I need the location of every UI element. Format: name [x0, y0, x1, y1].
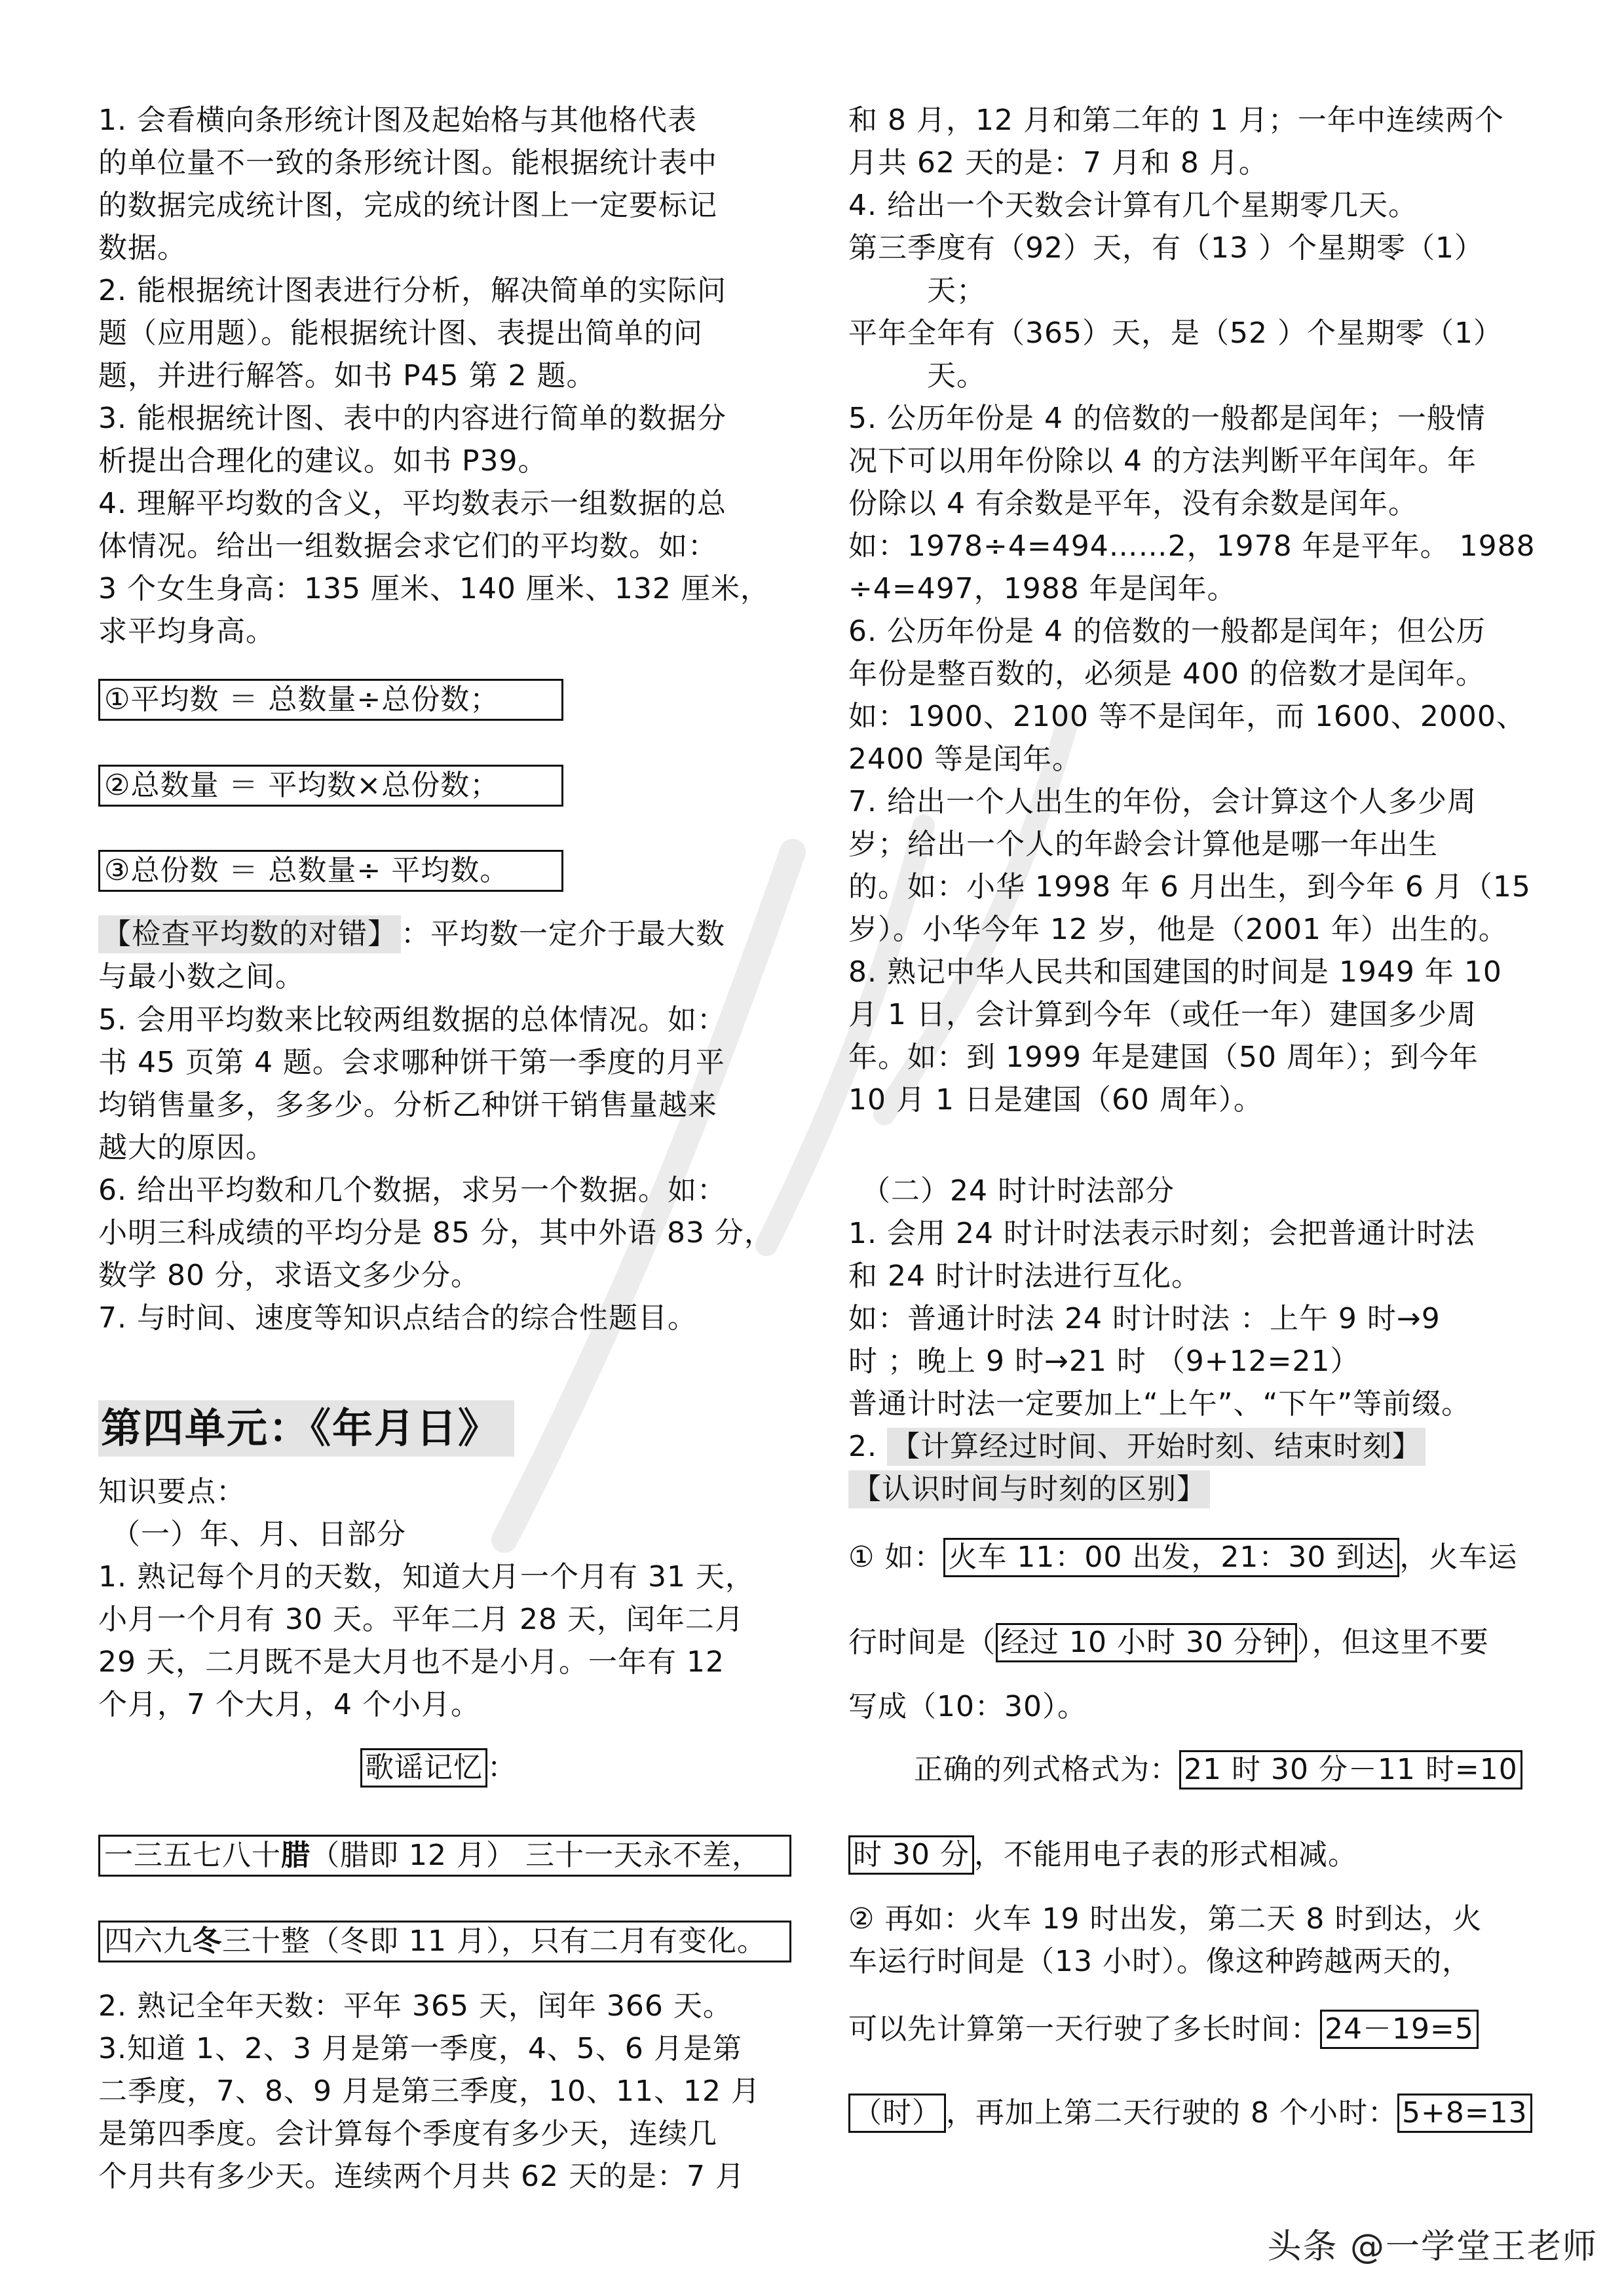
- text-line: 4. 理解平均数的含义，平均数表示一组数据的总: [98, 487, 727, 520]
- text-line: 2. 能根据统计图表进行分析，解决简单的实际问: [98, 274, 727, 307]
- text-line: 1. 会看横向条形统计图及起始格与其他格代表: [98, 104, 697, 137]
- list-number: 2.: [848, 1430, 887, 1463]
- rhyme-text: 四六九: [104, 1924, 193, 1958]
- text-line: 2400 等是闰年。: [848, 742, 1082, 776]
- text-line: 3 个女生身高：135 厘米、140 厘米、132 厘米，: [98, 572, 770, 605]
- formula-text: ①平均数 ＝ 总数量÷总份数；: [98, 679, 563, 721]
- boxed-text: 时 30 分: [848, 1835, 974, 1875]
- rhyme-colon: ：: [487, 1751, 517, 1784]
- text-line: 天；: [927, 274, 986, 307]
- text-line: 6. 公历年份是 4 的倍数的一般都是闰年；但公历: [848, 615, 1486, 648]
- example-text: 行时间是（: [848, 1626, 996, 1659]
- text-line: 的数据完成统计图，完成的统计图上一定要标记: [98, 189, 717, 222]
- text-line: 小月一个月有 30 天。平年二月 28 天，闰年二月: [98, 1603, 744, 1636]
- rhyme-box-2: [98, 1921, 791, 1961]
- rhyme-text: （腊即 12 月） 三十一天永不差，: [311, 1839, 761, 1872]
- calc-time-label: 【计算经过时间、开始时刻、结束时刻】: [887, 1428, 1426, 1466]
- text-line: 2. 熟记全年天数：平年 365 天，闰年 366 天。: [98, 1989, 732, 2023]
- boxed-text: 21 时 30 分－11 时=10: [1179, 1750, 1522, 1789]
- text-line: 体情况。给出一组数据会求它们的平均数。如：: [98, 529, 717, 563]
- text-line: 求平均身高。: [98, 615, 275, 648]
- text-line: 书 45 页第 4 题。会求哪种饼干第一季度的月平: [98, 1046, 725, 1079]
- boxed-text: 5+8=13: [1397, 2094, 1532, 2133]
- rhyme-bold-word: 腊: [281, 1839, 311, 1872]
- example-text: ，再加上第二天行驶的 8 个小时：: [946, 2096, 1397, 2130]
- example-text: 可以先计算第一天行驶了多长时间：: [848, 2012, 1320, 2046]
- text-line: 如：1978÷4=494……2，1978 年是平年。 1988: [848, 529, 1536, 563]
- text-line: 小明三科成绩的平均分是 85 分，其中外语 83 分，: [98, 1216, 774, 1250]
- example-text: ），但这里不要: [1296, 1626, 1489, 1659]
- example1-line1: [848, 1538, 1517, 1576]
- boxed-text: （时）: [848, 2094, 946, 2133]
- text-line: 岁）。小华今年 12 岁，他是（2001 年）出生的。: [848, 913, 1508, 946]
- example2-line4: [848, 2094, 1532, 2132]
- text-line: 的。如：小华 1998 年 6 月出生，到今年 6 月（15: [848, 870, 1531, 904]
- example-text: ，火车运: [1399, 1540, 1518, 1574]
- text-line: 6. 给出平均数和几个数据，求另一个数据。如：: [98, 1174, 727, 1207]
- example-text: ① 如：: [848, 1540, 944, 1574]
- text-line: 个月，7 个大月，4 个小月。: [98, 1688, 480, 1721]
- text-line: 车运行时间是（13 小时）。像这种跨越两天的，: [848, 1945, 1471, 1978]
- text-line: 析提出合理化的建议。如书 P39。: [98, 444, 548, 478]
- text-line: 与最小数之间。: [98, 960, 305, 993]
- text-line: 数学 80 分，求语文多少分。: [98, 1259, 480, 1292]
- boxed-text: 火车 11：00 出发，21：30 到达: [943, 1538, 1399, 1577]
- text-line: 题（应用题）。能根据统计图、表提出简单的问: [98, 316, 703, 350]
- unit-heading: 第四单元：《年月日》: [98, 1400, 514, 1457]
- formula-text: ③总份数 ＝ 总数量÷ 平均数。: [98, 850, 563, 892]
- text-line: 个月共有多少天。连续两个月共 62 天的是：7 月: [98, 2160, 745, 2193]
- text-line: 数据。: [98, 231, 187, 265]
- rhyme-bold-word: 冬: [193, 1924, 222, 1958]
- time-vs-moment-label: 【认识时间与时刻的区别】: [848, 1470, 1210, 1508]
- check-average-label: 【检查平均数的对错】: [98, 915, 401, 953]
- text-line: 年份是整百数的，必须是 400 的倍数才是闰年。: [848, 657, 1485, 691]
- text-line: 均销售量多，多多少。分析乙种饼干销售量越来: [98, 1088, 717, 1122]
- example-text: 正确的列式格式为：: [914, 1753, 1179, 1786]
- text-line: 平年全年有（365）天，是（52 ）个星期零（1）: [848, 316, 1503, 350]
- text-line: 时 ；晚上 9 时→21 时 （9+12=21）: [848, 1345, 1360, 1378]
- text-line: 如：普通计时法 24 时计时法 ：上午 9 时→9: [848, 1302, 1441, 1335]
- rhyme-text: 一三五七八十: [104, 1839, 281, 1872]
- text-line: 第三季度有（92）天，有（13 ）个星期零（1）: [848, 231, 1484, 265]
- rhyme-line-2: [98, 1921, 791, 1962]
- text-line: ÷4=497，1988 年是闰年。: [848, 572, 1237, 605]
- text-line: 和 8 月，12 月和第二年的 1 月；一年中连续两个: [848, 104, 1504, 137]
- boxed-text: 24－19=5: [1320, 2010, 1479, 2049]
- example2-line3: [848, 2010, 1479, 2048]
- text-line: 二季度，7、8、9 月是第三季度，10、11、12 月: [98, 2075, 761, 2108]
- text-line: 月共 62 天的是：7 月和 8 月。: [848, 146, 1268, 180]
- check-average-text: ：平均数一定介于最大数: [401, 917, 725, 951]
- text-line: 5. 会用平均数来比较两组数据的总体情况。如：: [98, 1003, 727, 1037]
- text-line: 月 1 日，会计算到今年（或任一年）建国多少周: [848, 998, 1477, 1031]
- text-line: 份除以 4 有余数是平年，没有余数是闰年。: [848, 487, 1418, 520]
- text-line: 7. 与时间、速度等知识点结合的综合性题目。: [98, 1301, 697, 1335]
- rhyme-label-line: [360, 1748, 517, 1786]
- formula-box-average: [98, 679, 563, 719]
- text-line: 普通计时法一定要加上“上午”、“下午”等前缀。: [848, 1387, 1471, 1421]
- text-line: 的单位量不一致的条形统计图。能根据统计表中: [98, 146, 717, 180]
- text-line: 和 24 时计时法进行互化。: [848, 1259, 1201, 1293]
- example-text: ，不能用电子表的形式相减。: [973, 1838, 1357, 1871]
- example1-line5: [848, 1835, 1357, 1873]
- example1-line3: 写成（10：30）。: [848, 1690, 1087, 1723]
- text-line: 29 天，二月既不是大月也不是小月。一年有 12: [98, 1645, 725, 1679]
- text-line: 5. 公历年份是 4 的倍数的一般都是闰年；一般情: [848, 402, 1486, 435]
- calc-time-line: [848, 1428, 1426, 1466]
- text-line: ② 再如：火车 19 时出发，第二天 8 时到达，火: [848, 1902, 1482, 1936]
- boxed-text: 经过 10 小时 30 分钟: [996, 1623, 1297, 1662]
- text-line: 1. 熟记每个月的天数，知道大月一个月有 31 天，: [98, 1560, 755, 1594]
- part2-title: （二）24 时计时法部分: [861, 1174, 1175, 1208]
- knowledge-label: 知识要点：: [98, 1475, 246, 1508]
- text-line: 3.知道 1、2、3 月是第一季度，4、5、6 月是第: [98, 2032, 742, 2065]
- text-line: 是第四季度。会计算每个季度有多少天，连续几: [98, 2117, 717, 2151]
- text-line: 4. 给出一个天数会计算有几个星期零几天。: [848, 189, 1418, 222]
- example1-line2: [848, 1623, 1489, 1661]
- text-line: 10 月 1 日是建国（60 周年）。: [848, 1083, 1263, 1117]
- text-line: 岁；给出一个人的年龄会计算他是哪一年出生: [848, 828, 1438, 861]
- text-line: 况下可以用年份除以 4 的方法判断平年闰年。年: [848, 444, 1477, 478]
- text-line: 天。: [927, 359, 986, 392]
- text-line: 题，并进行解答。如书 P45 第 2 题。: [98, 359, 596, 392]
- check-average-line: [98, 915, 725, 953]
- formula-box-total: [98, 765, 563, 805]
- example1-line4: [848, 1750, 1522, 1788]
- part1-title: （一）年、月、日部分: [111, 1518, 406, 1551]
- time-vs-moment-line: [848, 1470, 1210, 1508]
- text-line: 越大的原因。: [98, 1131, 275, 1164]
- text-line: 1. 会用 24 时计时法表示时刻；会把普通计时法: [848, 1217, 1475, 1250]
- text-line: 如：1900、2100 等不是闰年，而 1600、2000、: [848, 700, 1526, 733]
- text-line: 3. 能根据统计图、表中的内容进行简单的数据分: [98, 402, 727, 435]
- rhyme-box-1: [98, 1835, 791, 1875]
- text-line: 7. 给出一个人出生的年份，会计算这个人多少周: [848, 785, 1477, 818]
- rhyme-label: 歌谣记忆: [360, 1748, 487, 1788]
- formula-box-count: [98, 850, 563, 890]
- rhyme-text: 三十整（冬即 11 月），只有二月有变化。: [222, 1924, 766, 1958]
- text-line: 年。如：到 1999 年是建国（50 周年）；到今年: [848, 1041, 1479, 1074]
- formula-text: ②总数量 ＝ 平均数×总份数；: [98, 765, 563, 807]
- rhyme-line-1: [98, 1835, 791, 1877]
- text-line: 8. 熟记中华人民共和国建国的时间是 1949 年 10: [848, 955, 1502, 989]
- footer-watermark: 头条 @一学堂王老师: [1267, 2227, 1598, 2267]
